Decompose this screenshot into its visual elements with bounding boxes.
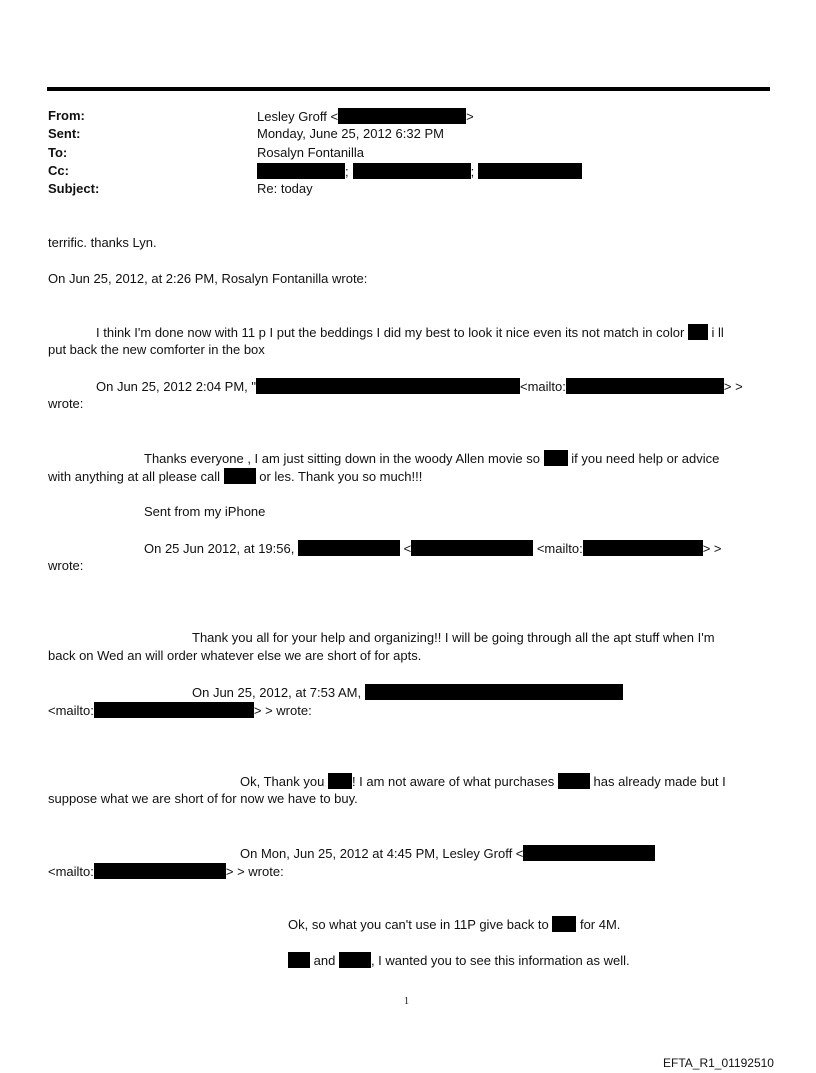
redaction-box xyxy=(288,952,310,968)
redaction-box xyxy=(478,163,582,179)
text: for 4M. xyxy=(579,917,621,932)
from-value xyxy=(257,108,474,124)
text: > > wrote: xyxy=(253,703,312,718)
text: I think I'm done now with 11 p I put the beddings I did my best to look it nice even its not match in color xyxy=(96,325,685,340)
text: On 25 Jun 2012, at 19:56, xyxy=(144,541,295,556)
body-line: wrote: xyxy=(48,558,84,573)
redaction-box xyxy=(328,773,352,789)
from-name: Lesley Groff < xyxy=(257,109,339,124)
redaction-box xyxy=(94,863,226,879)
redaction-box xyxy=(338,108,466,124)
redaction-box xyxy=(257,163,345,179)
body-line xyxy=(48,702,312,718)
body-line: Sent from my iPhone xyxy=(144,504,266,519)
text: and xyxy=(313,953,336,968)
text: Ok, so what you can't use in 11P give back to xyxy=(288,917,549,932)
body-line xyxy=(240,773,726,789)
from-close: > xyxy=(466,109,474,124)
from-label: From: xyxy=(48,108,85,123)
text: > > xyxy=(702,541,722,556)
text: > > xyxy=(723,379,743,394)
body-line: put back the new comforter in the box xyxy=(48,342,265,357)
redaction-box xyxy=(298,540,400,556)
text: > > wrote: xyxy=(225,864,284,879)
text: Ok, Thank you xyxy=(240,774,325,789)
text: i ll xyxy=(711,325,724,340)
body-line: back on Wed an will order whatever else we are short of for apts. xyxy=(48,648,422,663)
redaction-box xyxy=(256,378,520,394)
text: On Mon, Jun 25, 2012 at 4:45 PM, Lesley Groff < xyxy=(240,846,524,861)
redaction-box xyxy=(688,324,708,340)
redaction-box xyxy=(558,773,590,789)
text: <mailto: xyxy=(536,541,583,556)
header-rule xyxy=(47,87,770,91)
body-line xyxy=(240,845,655,861)
body-line: suppose what we are short of for now we have to buy. xyxy=(48,791,358,806)
text: On Jun 25, 2012 2:04 PM, " xyxy=(96,379,256,394)
redaction-box xyxy=(353,163,471,179)
to-value: Rosalyn Fontanilla xyxy=(257,145,364,160)
redaction-box xyxy=(544,450,568,466)
redaction-box xyxy=(552,916,576,932)
text: has already made but I xyxy=(593,774,726,789)
cc-value xyxy=(257,163,582,179)
body-line xyxy=(48,468,422,484)
body-line xyxy=(144,540,722,556)
text: <mailto: xyxy=(520,379,566,394)
subject-value: Re: today xyxy=(257,181,313,196)
text: < xyxy=(403,541,412,556)
document-id-footer: EFTA_R1_01192510 xyxy=(663,1056,774,1070)
subject-label: Subject: xyxy=(48,181,100,196)
text: On Jun 25, 2012, at 7:53 AM, xyxy=(192,685,362,700)
cc-label: Cc: xyxy=(48,163,69,178)
sent-label: Sent: xyxy=(48,126,81,141)
to-label: To: xyxy=(48,145,68,160)
redaction-box xyxy=(566,378,724,394)
cc-separator: ; xyxy=(470,164,475,179)
text: with anything at all please call xyxy=(48,469,220,484)
body-line xyxy=(96,324,724,340)
body-line xyxy=(96,378,743,394)
redaction-box xyxy=(411,540,533,556)
text: , I wanted you to see this information as well. xyxy=(370,953,630,968)
body-line xyxy=(288,916,620,932)
redaction-box xyxy=(339,952,371,968)
text: Thanks everyone , I am just sitting down in the woody Allen movie so xyxy=(144,451,540,466)
cc-separator: ; xyxy=(345,164,349,179)
body-line: On Jun 25, 2012, at 2:26 PM, Rosalyn Fontanilla wrote: xyxy=(48,271,368,286)
body-line xyxy=(288,952,630,968)
body-line: wrote: xyxy=(48,396,84,411)
redaction-box xyxy=(365,684,623,700)
text: or les. Thank you so much!!! xyxy=(259,469,423,484)
redaction-box xyxy=(224,468,256,484)
text: <mailto: xyxy=(48,864,94,879)
body-line: terrific. thanks Lyn. xyxy=(48,235,157,250)
page-number: 1 xyxy=(404,996,409,1007)
body-line: Thank you all for your help and organizing!! I will be going through all the apt stuff when I'm xyxy=(192,630,715,645)
redaction-box xyxy=(94,702,254,718)
text: ! I am not aware of what purchases xyxy=(351,774,555,789)
body-line xyxy=(48,863,284,879)
body-line xyxy=(192,684,623,700)
text: if you need help or advice xyxy=(571,451,720,466)
redaction-box xyxy=(583,540,703,556)
text: <mailto: xyxy=(48,703,94,718)
redaction-box xyxy=(523,845,655,861)
body-line xyxy=(144,450,719,466)
sent-value: Monday, June 25, 2012 6:32 PM xyxy=(257,126,444,141)
